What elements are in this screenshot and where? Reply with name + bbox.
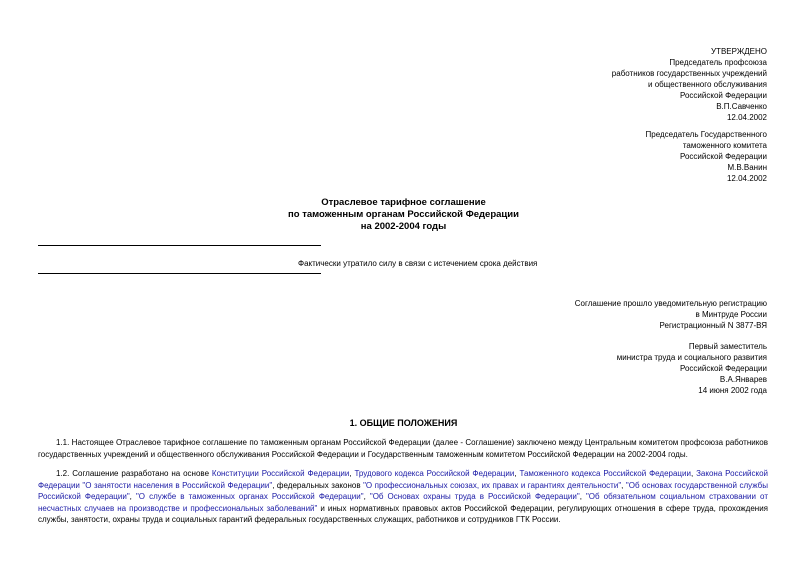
divider-bottom: [38, 273, 321, 274]
registration-line: Соглашение прошло уведомительную регистрацию: [574, 299, 767, 308]
approval-line: и общественного обслуживания: [648, 80, 767, 89]
link-trade-unions-law[interactable]: "О профессиональных союзах, их правах и гарантиях деятельности": [363, 480, 622, 490]
deputy-date: 14 июня 2002 года: [698, 386, 767, 395]
divider-top: [38, 245, 321, 246]
customs-signatory: М.В.Ванин: [727, 163, 767, 172]
document-title: [0, 197, 807, 233]
title-line: по таможенным органам Российской Федерации: [288, 209, 519, 220]
deputy-line: министра труда и социального развития: [616, 353, 767, 362]
customs-date: 12.04.2002: [726, 174, 767, 183]
para-text: ,: [514, 469, 520, 478]
customs-line: таможенного комитета: [682, 141, 767, 150]
para-text: ,: [363, 492, 370, 501]
approval-date: 12.04.2002: [726, 113, 767, 122]
link-civil-service-law[interactable]: "Об основах государственной службы Российской Федерации": [38, 480, 768, 501]
customs-line: Российской Федерации: [680, 152, 767, 161]
approval-signatory: В.П.Савченко: [716, 102, 767, 111]
link-customs-service-law[interactable]: "О службе в таможенных органах Российской Федерации": [135, 492, 364, 501]
approved-heading: УТВЕРЖДЕНО: [710, 47, 767, 56]
registration-line: в Минтруде России: [695, 310, 767, 319]
customs-line: Председатель Государственного: [645, 130, 767, 139]
approval-line: Председатель профсоюза: [669, 58, 767, 67]
deputy-line: Первый заместитель: [688, 342, 767, 351]
deputy-signatory: В.А.Январев: [719, 375, 767, 384]
paragraph-1-1: 1.1. Настоящее Отраслевое тарифное соглашение по таможенным органам Российской Федерации (далее - Соглашение) заключено между Центральным комитетом профсоюза работников государственных учреждений и общественного обслуживания Российской Федерации и Государственным таможенным комитетом Российской Федерации на 2002-2004 годы.: [38, 438, 768, 459]
approval-block: [612, 46, 767, 123]
title-line: Отраслевое тарифное соглашение: [321, 197, 486, 208]
para-text: ,: [690, 469, 697, 478]
approval-line: Российской Федерации: [680, 91, 767, 100]
registration-block: [575, 298, 767, 331]
link-labor-code[interactable]: Трудового кодекса Российской Федерации: [354, 469, 515, 478]
approval-line: работников государственных учреждений: [611, 69, 767, 78]
section-heading: 1. ОБЩИЕ ПОЛОЖЕНИЯ: [349, 418, 458, 428]
link-constitution[interactable]: Конституции Российской Федерации: [211, 469, 350, 478]
para-text: ,: [129, 492, 136, 501]
para-text: , федеральных законов: [272, 480, 364, 490]
customs-approval-block: [646, 129, 767, 184]
status-note: Фактически утратило силу в связи с истечением срока действия: [298, 259, 538, 268]
para-text: ,: [621, 480, 626, 490]
registration-number: Регистрационный N 3877-ВЯ: [659, 321, 767, 330]
paragraph-1-2: [38, 468, 768, 526]
deputy-line: Российской Федерации: [680, 364, 767, 373]
title-line: на 2002-2004 годы: [360, 221, 447, 232]
para-text: 1.2. Соглашение разработано на основе: [56, 469, 212, 478]
deputy-minister-block: [617, 341, 767, 396]
para-text: ,: [579, 492, 586, 501]
para-text: ,: [349, 469, 355, 478]
link-labor-safety-law[interactable]: "Об Основах охраны труда в Российской Федерации": [369, 492, 580, 501]
para-text: и иных нормативных правовых актов Российской Федерации, регулирующих отношения в сфере труда, прохождения службы, занятости, охраны труда и социальных гарантий федеральных государственных служащих, работников и сотрудников ГТК России.: [38, 503, 768, 524]
link-employment-law[interactable]: Закона Российской Федерации "О занятости населения в Российской Федерации": [38, 469, 769, 490]
link-customs-code[interactable]: Таможенного кодекса Российской Федерации: [519, 469, 691, 478]
link-social-insurance-law[interactable]: "Об обязательном социальном страховании от несчастных случаев на производстве и профессиональных заболеваний": [38, 492, 768, 513]
